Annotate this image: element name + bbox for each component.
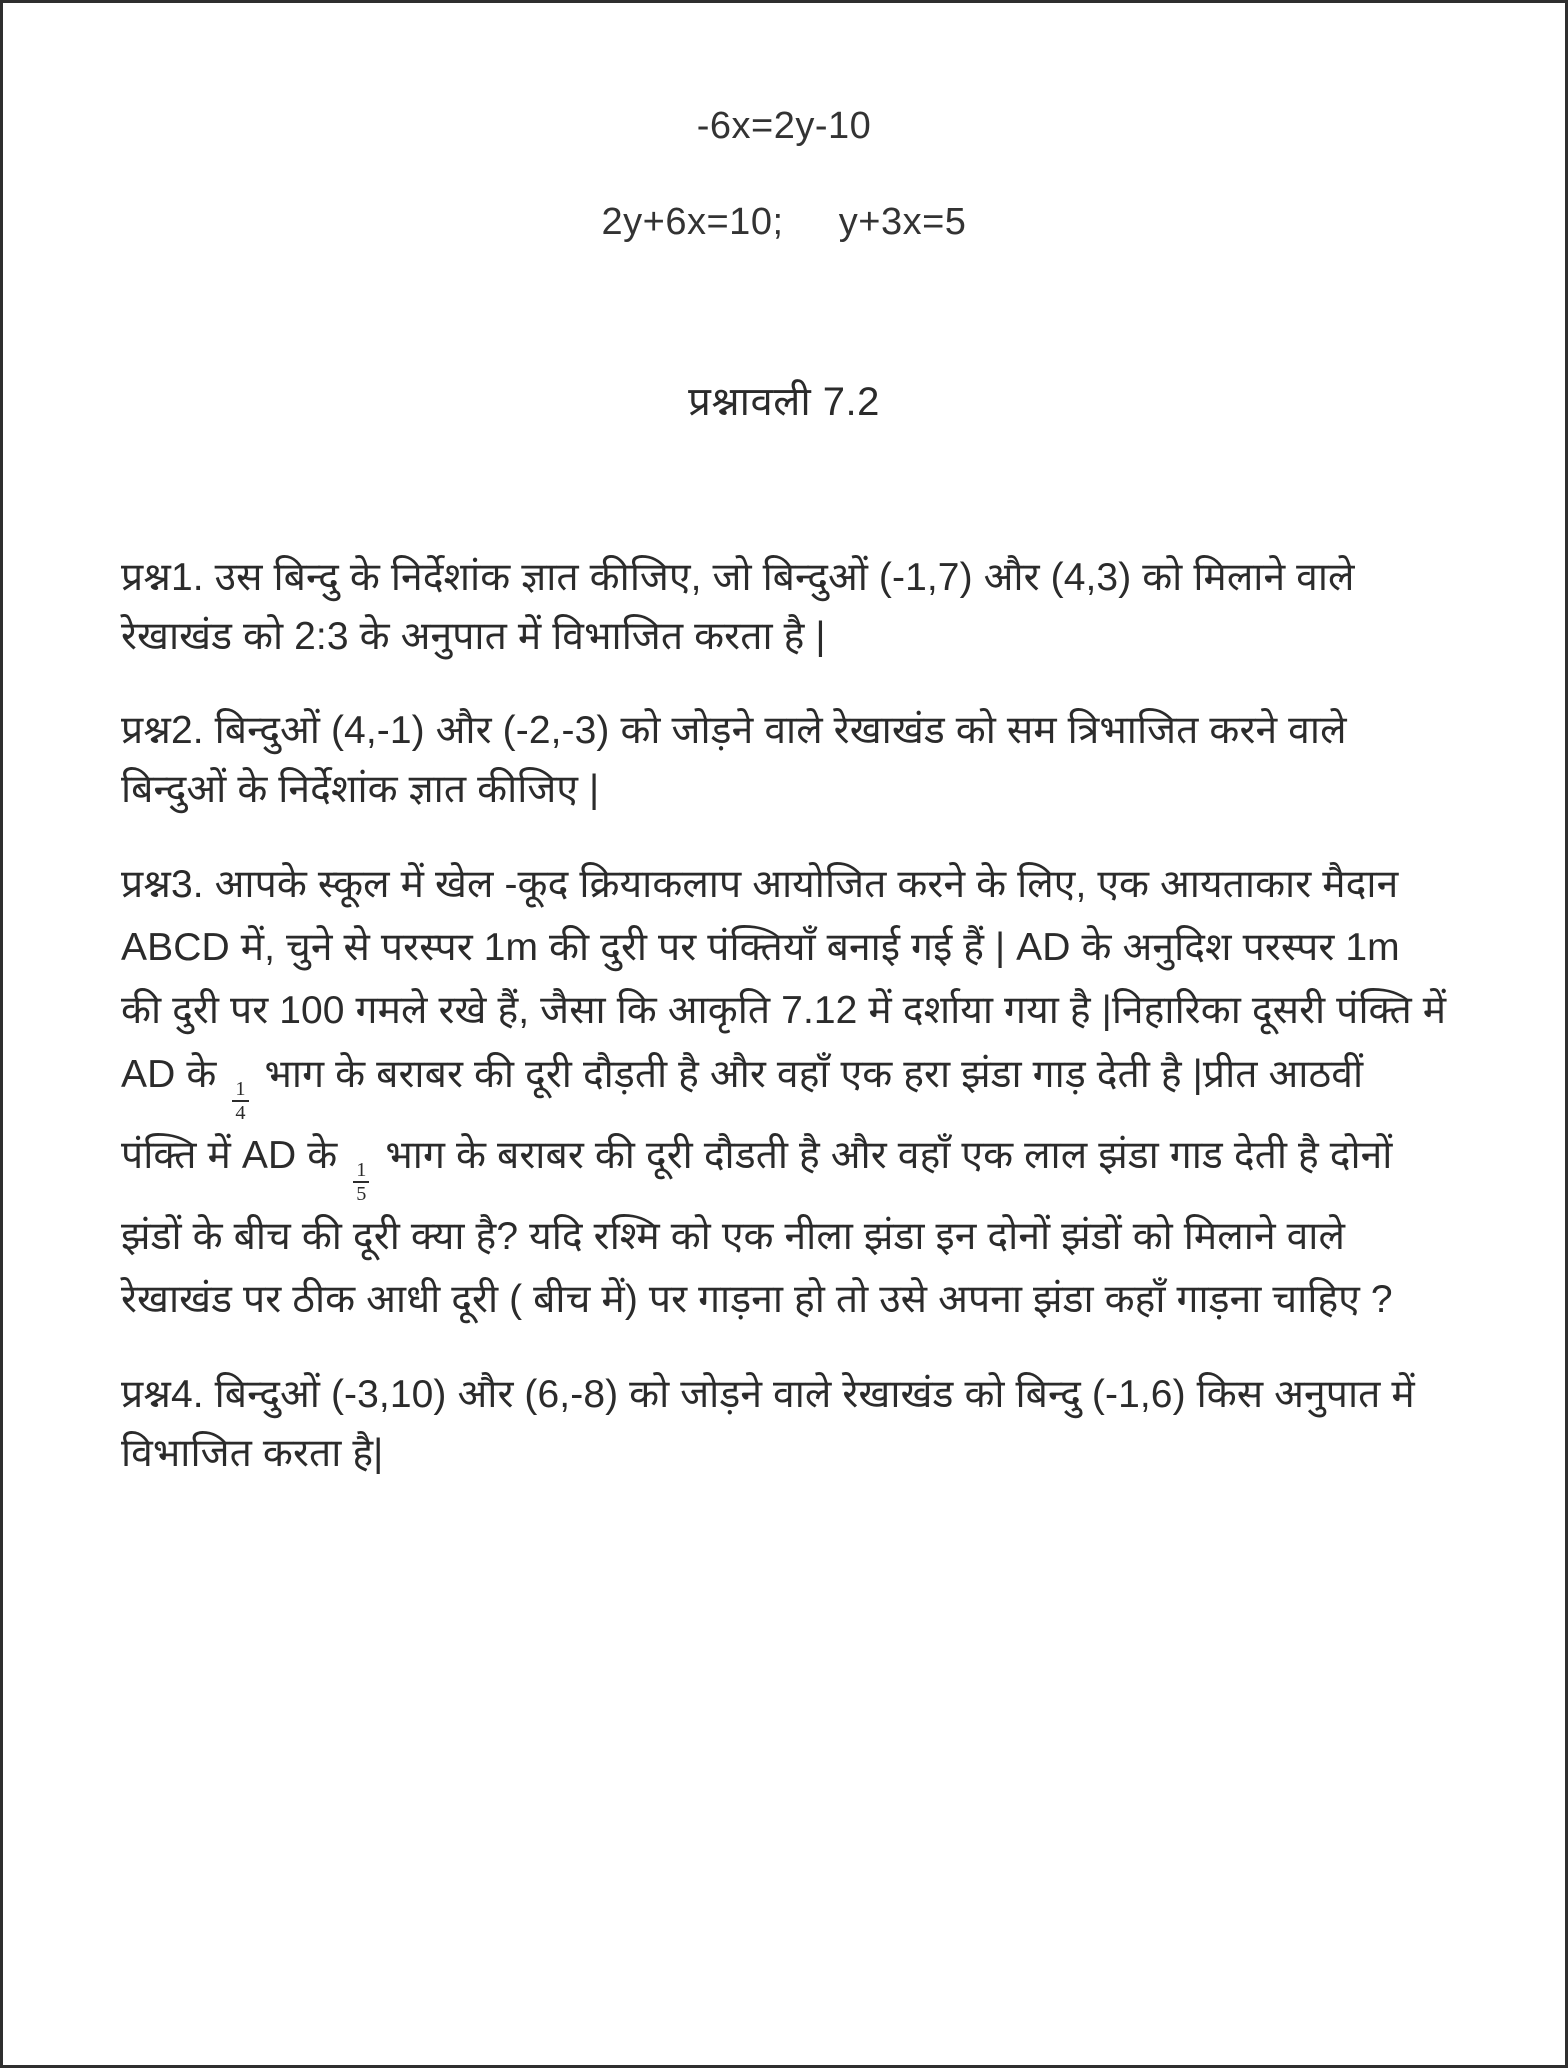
question-list <box>121 548 1447 1484</box>
fraction-numerator: 1 <box>353 1160 369 1183</box>
question-item-4: प्रश्न4. बिन्दुओं (-3,10) और (6,-8) को जोड़ने वाले रेखाखंड को बिन्दु (-1,6) किस अनुपात में विभाजित करता है| <box>121 1373 1415 1476</box>
question-item-1: प्रश्न1. उस बिन्दु के निर्देशांक ज्ञात कीजिए, जो बिन्दुओं (-1,7) और (4,3) को मिलाने वाले रेखाखंड को 2:3 के अनुपात में विभाजित करता है | <box>121 556 1355 659</box>
question-3-text-part-1: प्रश्न3. आपके स्कूल में खेल -कूद क्रियाकलाप आयोजित करने के लिए, एक आयताकार मैदान ABCD में, चुने से परस्पर 1m की दुरी पर पंक्तियाँ बनाई गई हैं | AD के अनुदिश परस्पर 1m की दुरी पर 100 गमले रखे हैं, जैसा कि आकृति 7.12 में दर्शाया गया है |निहारिका दूसरी पंक्ति में AD के <box>121 863 1447 1096</box>
question-item-2: प्रश्न2. बिन्दुओं (4,-1) और (-2,-3) को जोड़ने वाले रेखाखंड को सम त्रिभाजित करने वाले बिन्दुओं के निर्देशांक ज्ञात कीजिए | <box>121 708 1347 811</box>
fraction-one-fifth <box>353 1160 369 1205</box>
question-3-text-part-3: भाग के बराबर की दूरी दौडती है और वहाँ एक लाल झंडा गाड देती है दोनों झंडों के बीच की दूरी क्या है? यदि रश्मि को एक नीला झंडा इन दोनों झंडों को मिलाने वाले रेखाखंड पर ठीक आधी दूरी ( बीच में) पर गाड़ना हो तो उसे अपना झंडा कहाँ गाड़ना चाहिए ? <box>121 1133 1393 1321</box>
exercise-heading: प्रश्नावली 7.2 <box>688 380 880 424</box>
fraction-one-quarter <box>232 1079 248 1124</box>
question-3-text-part-2: भाग के बराबर की दूरी दौड़ती है और वहाँ एक हरा झंडा गाड़ देती है |प्रीत आठवीं पंक्ति में AD के <box>121 1052 1364 1177</box>
equation-line-1: -6x=2y-10 <box>696 105 872 147</box>
question-item-3 <box>121 853 1447 1331</box>
equation-block <box>121 103 1447 246</box>
fraction-numerator: 1 <box>232 1079 248 1102</box>
fraction-denominator: 4 <box>235 1102 246 1125</box>
equation-line-2: 2y+6x=10; y+3x=5 <box>601 200 967 243</box>
page-content <box>3 3 1565 2065</box>
fraction-denominator: 5 <box>356 1183 367 1206</box>
